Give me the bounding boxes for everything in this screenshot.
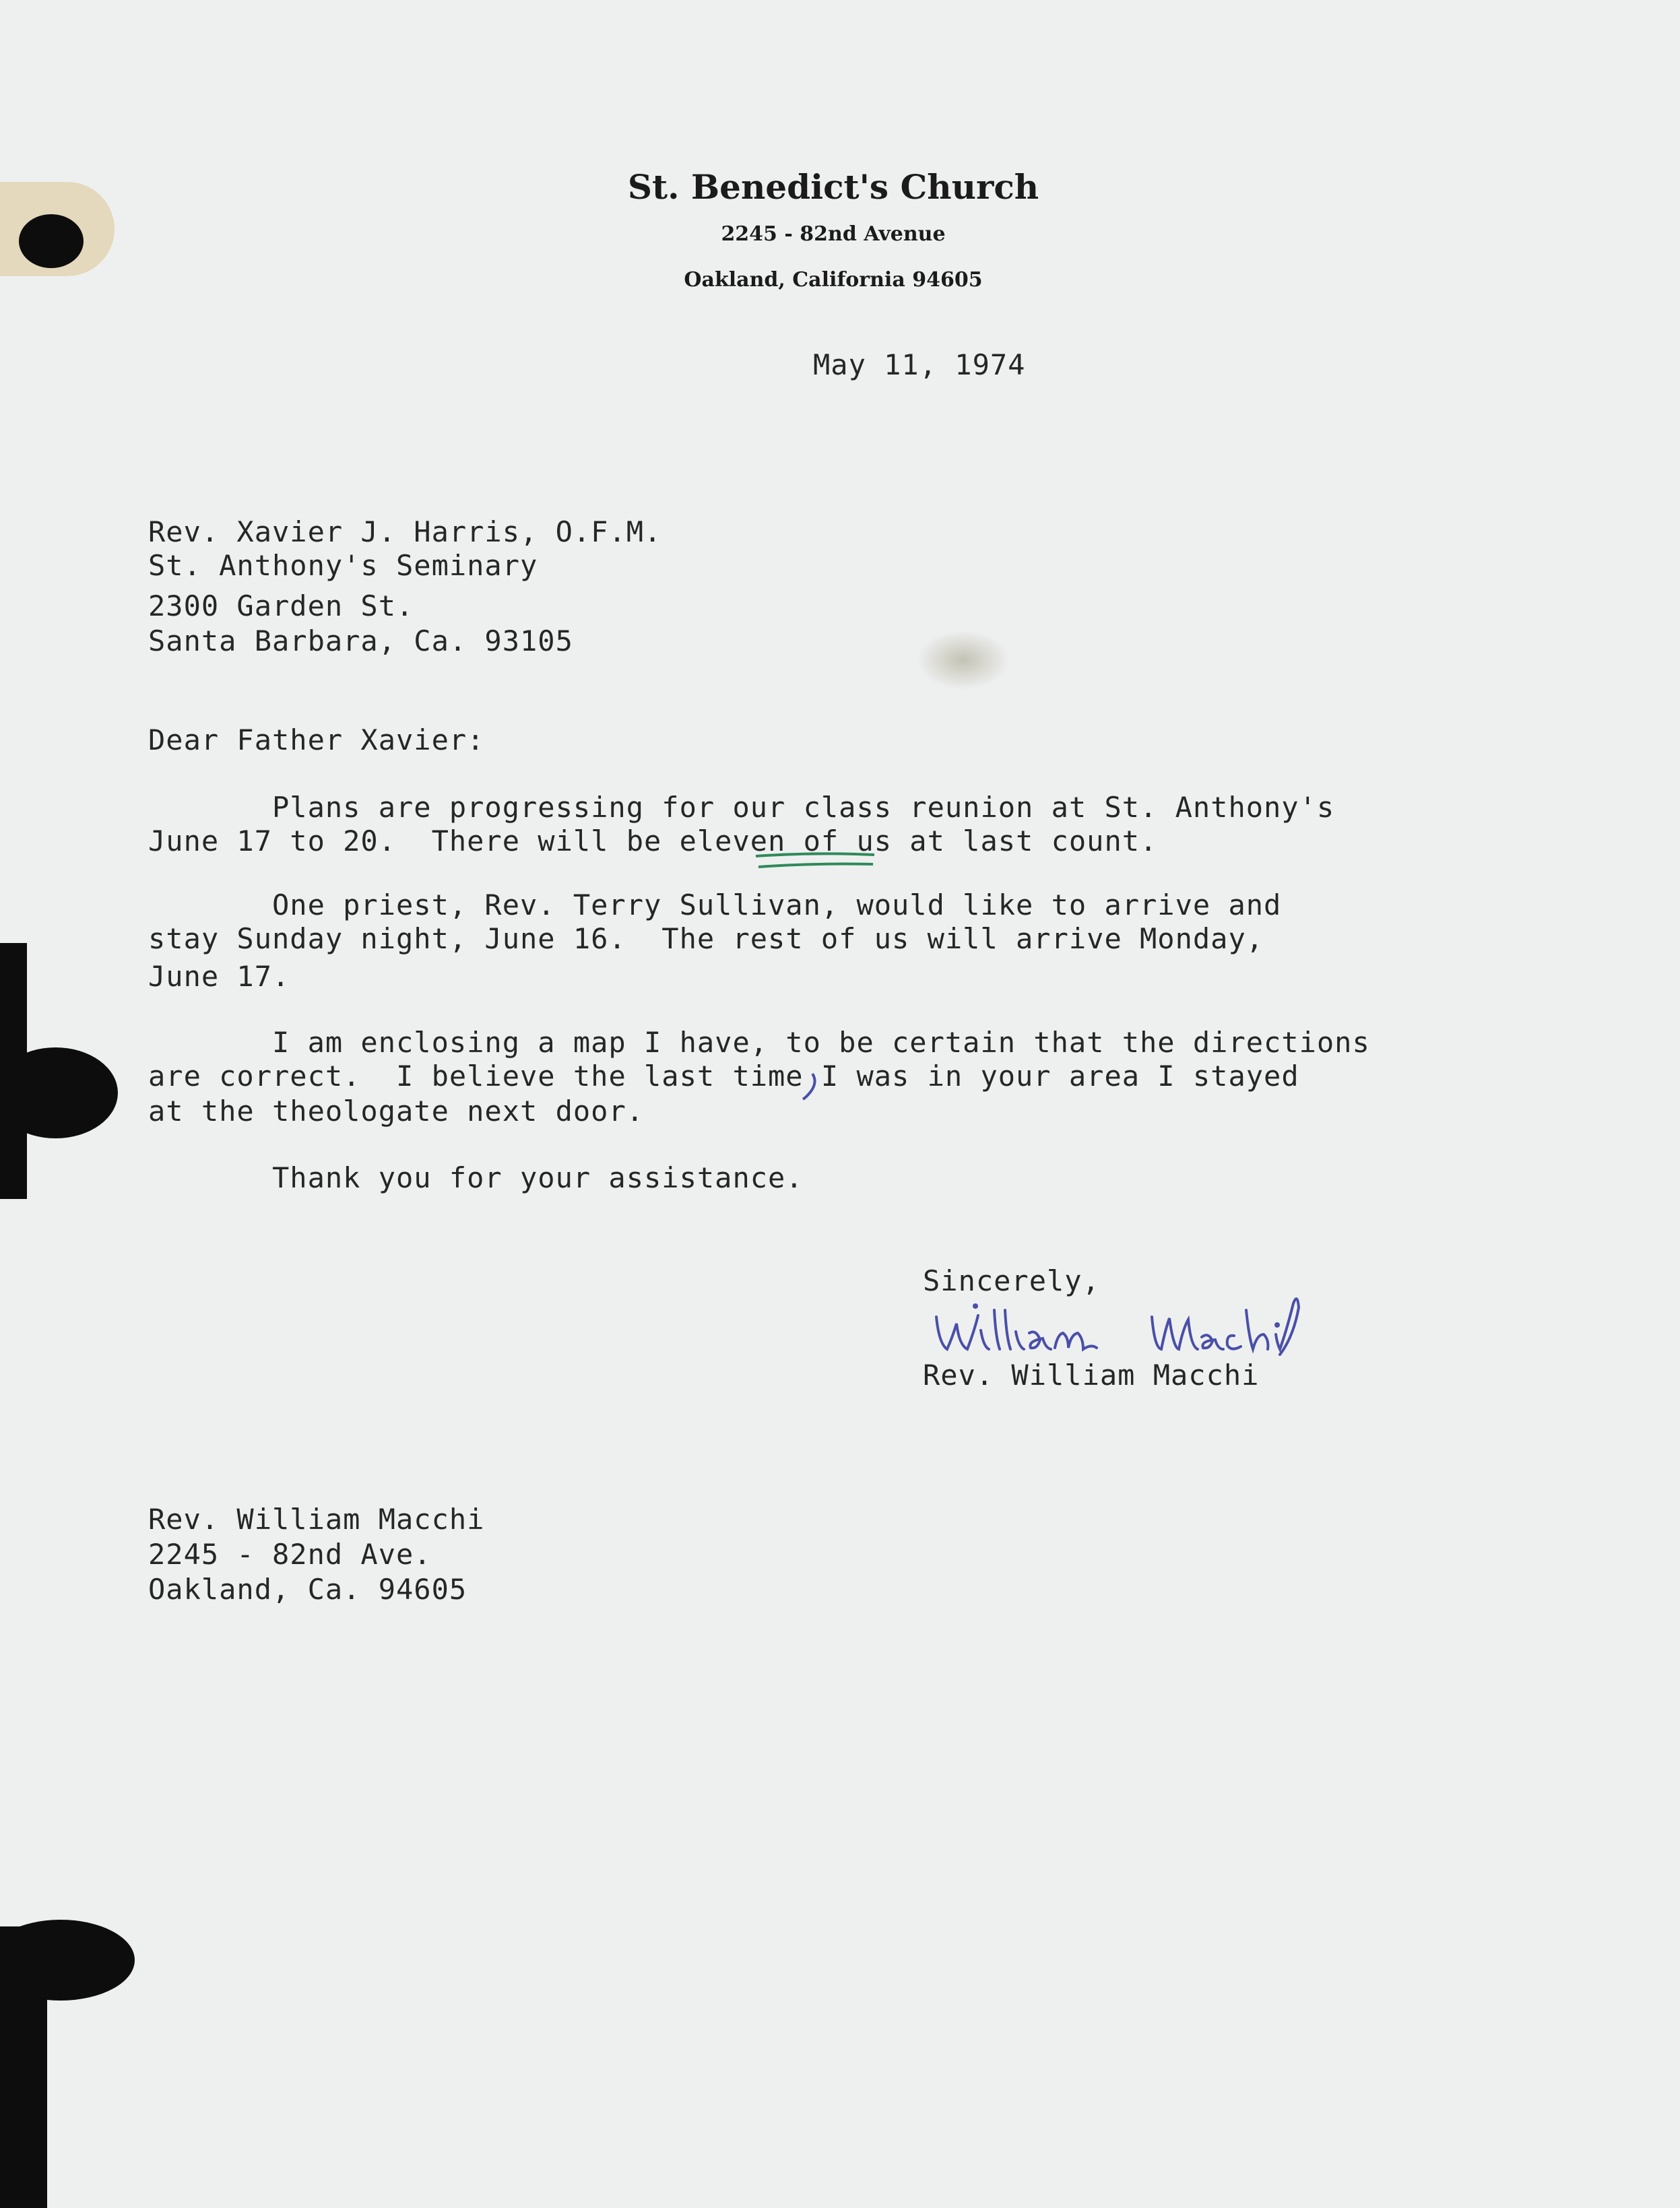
letter-date: May 11, 1974	[813, 348, 1026, 381]
closing: Sincerely,	[923, 1264, 1100, 1297]
body-line: June 17 to 20. There will be eleven of us at last count.	[148, 824, 1158, 857]
body-line: One priest, Rev. Terry Sullivan, would like to arrive and	[272, 888, 1282, 921]
handwritten-signature	[930, 1290, 1334, 1364]
punch-hole-bottom	[0, 1920, 135, 2001]
punch-hole-mid	[0, 1047, 118, 1138]
return-address-line: 2245 - 82nd Ave.	[148, 1538, 432, 1571]
body-line: June 17.	[148, 960, 290, 993]
body-line: at the theologate next door.	[148, 1095, 645, 1128]
signer-name: Rev. William Macchi	[923, 1359, 1260, 1392]
salutation: Dear Father Xavier:	[148, 723, 485, 756]
recipient-line: Rev. Xavier J. Harris, O.F.M.	[148, 515, 662, 548]
green-underline-mark	[754, 851, 876, 871]
body-line: stay Sunday night, June 16. The rest of us will arrive Monday,	[148, 922, 1264, 955]
return-address-line: Oakland, Ca. 94605	[148, 1573, 467, 1606]
recipient-line: St. Anthony's Seminary	[148, 549, 538, 582]
paper-stain	[916, 630, 1010, 690]
letterhead-church-name: St. Benedict's Church	[627, 167, 1039, 207]
handwritten-comma-mark	[798, 1071, 825, 1102]
recipient-line: 2300 Garden St.	[148, 589, 414, 622]
recipient-line: Santa Barbara, Ca. 93105	[148, 624, 573, 657]
body-line: are correct. I believe the last time I was in your area I stayed	[148, 1060, 1299, 1093]
body-line: Plans are progressing for our class reunion at St. Anthony's	[272, 791, 1335, 824]
body-line: Thank you for your assistance.	[272, 1161, 804, 1194]
body-line: I am enclosing a map I have, to be certain that the directions	[272, 1026, 1370, 1059]
letterhead-city: Oakland, California 94605	[684, 268, 983, 292]
letterhead-street: 2245 - 82nd Avenue	[721, 222, 946, 246]
return-address-line: Rev. William Macchi	[148, 1503, 485, 1536]
